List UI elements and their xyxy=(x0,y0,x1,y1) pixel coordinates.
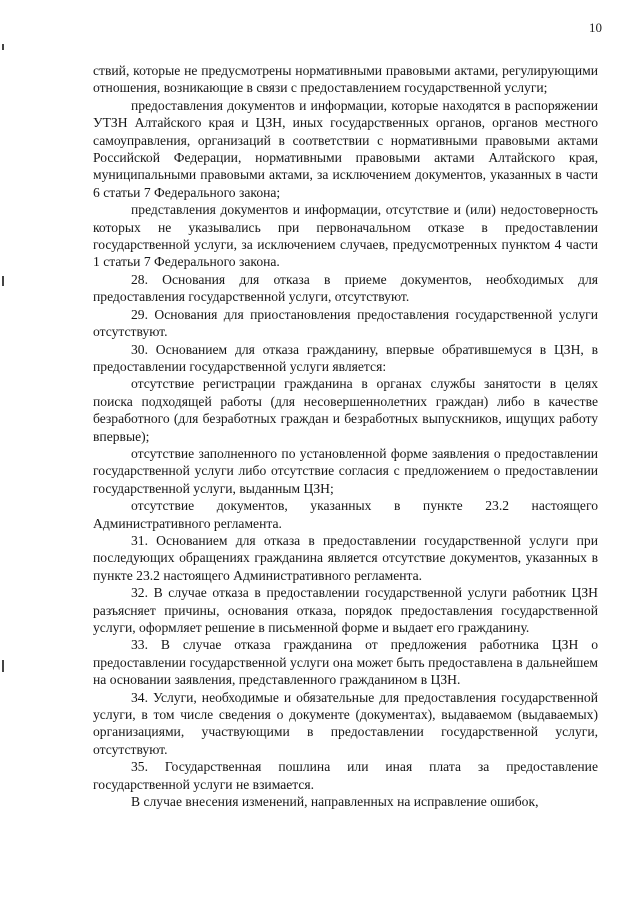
paragraph: 35. Государственная пошлина или иная плата за предоставление государственной услуги не взимается. xyxy=(93,759,598,792)
paragraph: 30. Основанием для отказа гражданину, впервые обратившемуся в ЦЗН, в предоставлении государственной услуги является: xyxy=(93,341,598,374)
paragraph: 28. Основания для отказа в приеме документов, необходимых для предоставления государственной услуги, отсутствуют. xyxy=(93,271,598,305)
paragraph: 31. Основанием для отказа в предоставлении государственной услуги при последующих обращениях гражданина является отсутствие документов, указанных в пункте 23.2 настоящего Административного регламента. xyxy=(93,532,598,583)
scan-margin-mark xyxy=(2,44,4,50)
scan-margin-mark xyxy=(2,660,4,672)
paragraph: отсутствие заполненного по установленной форме заявления о предоставлении государственной услуги либо отсутствие согласия с предложением о предоставлении государственной услуги, выданным ЦЗН; xyxy=(93,445,598,496)
paragraph: отсутствие регистрации гражданина в органах службы занятости в целях поиска подходящей работы (для несовершеннолетних граждан) либо в качестве безработного (для безработных граждан и безработных выпускников, ищущих работу впервые); xyxy=(93,376,598,444)
paragraph: 34. Услуги, необходимые и обязательные для предоставления государственной услуги, в том числе сведения о документе (документах), выдаваемом (выдаваемых) организациями, участвующими в предоставлении государственной услуги, отсутствуют. xyxy=(93,689,598,757)
paragraph: представления документов и информации, отсутствие и (или) недостоверность которых не указывались при первоначальном отказе в предоставлении государственной услуги, за исключением случаев, предусмотренных пунктом 4 части 1 статьи 7 Федерального закона. xyxy=(93,202,598,270)
scan-margin-mark xyxy=(2,276,4,286)
paragraph: В случае внесения изменений, направленных на исправление ошибок, xyxy=(131,794,539,810)
page-number: 10 xyxy=(589,20,602,35)
paragraph: 29. Основания для приостановления предоставления государственной услуги отсутствуют. xyxy=(93,306,598,340)
paragraph: 32. В случае отказа в предоставлении государственной услуги работник ЦЗН разъясняет причины, основания отказа, порядок предоставления государственной услуги, оформляет решение в письменной форме и выдает его гражданину. xyxy=(93,585,598,635)
paragraph: отсутствие документов, указанных в пункте 23.2 настоящего Административного регламента. xyxy=(93,498,598,531)
paragraph: ствий, которые не предусмотрены нормативными правовыми актами, регулирующими отношения, возникающие в связи с предоставлением государственной услуги; xyxy=(93,63,598,96)
body-text xyxy=(93,62,598,810)
paragraph: 33. В случае отказа гражданина от предложения работника ЦЗН о предоставлении государственной услуги она может быть предоставлена в дальнейшем на основании заявления, представленного гражданином в ЦЗН. xyxy=(93,637,598,688)
paragraph: предоставления документов и информации, которые находятся в распоряжении УТЗН Алтайского края и ЦЗН, иных государственных органов, органов местного самоуправления, организаций в соответствии с нормативными правовыми актами Российской Федерации, нормативными правовыми актами Алтайского края, муниципальными правовыми актами, за исключением документов, указанных в части 6 статьи 7 Федерального закона; xyxy=(93,97,598,200)
